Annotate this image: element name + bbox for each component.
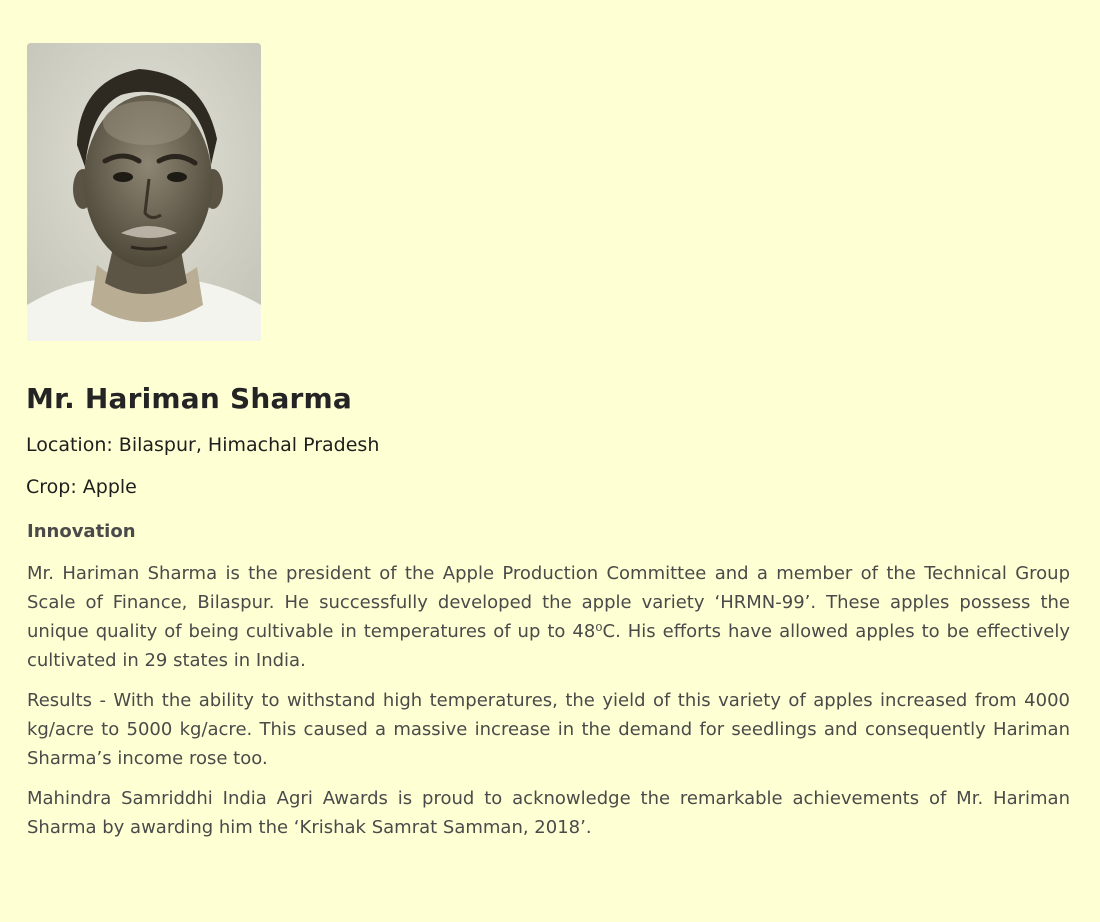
location-text: Location: Bilaspur, Himachal Pradesh <box>26 434 380 456</box>
innovation-paragraph: Mr. Hariman Sharma is the president of the Apple Production Committee and a member of the Technical Group Scale of Finance, Bilaspur. He successfully developed the apple variety ‘HRMN-99’. These apples possess the unique quality of being cultivable in temperatures of up to 48⁰C. His efforts have allowed apples to be effectively cultivated in 29 states in India. <box>27 563 1070 671</box>
crop-text: Crop: Apple <box>26 476 137 498</box>
portrait-photo <box>27 43 261 341</box>
award-paragraph: Mahindra Samriddhi India Agri Awards is proud to acknowledge the remarkable achievements of Mr. Hariman Sharma by awarding him the ‘Krishak Samrat Samman, 2018’. <box>27 788 1070 838</box>
awardee-name: Mr. Hariman Sharma <box>26 382 353 415</box>
results-paragraph: Results - With the ability to withstand high temperatures, the yield of this variety of apples increased from 4000 kg/acre to 5000 kg/acre. This caused a massive increase in the demand for seedlings and consequently Hariman Sharma’s income rose too. <box>27 690 1070 769</box>
innovation-heading: Innovation <box>27 521 136 542</box>
